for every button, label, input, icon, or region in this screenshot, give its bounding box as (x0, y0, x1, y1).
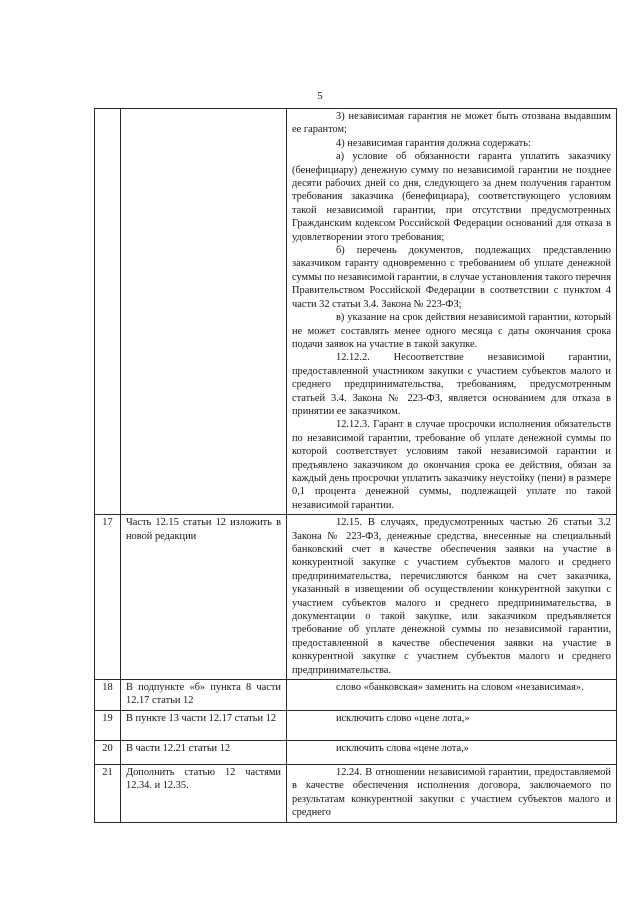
table-row (95, 764, 617, 822)
table-row (95, 109, 617, 515)
paragraph: исключить слова «цене лота,» (336, 742, 469, 754)
table-row (95, 515, 617, 680)
row-target: Часть 12.15 статьи 12 изложить в новой редакции (121, 515, 287, 680)
page-number: 5 (317, 90, 323, 102)
row-target: Дополнить статью 12 частями 12.34. и 12.35. (121, 764, 287, 822)
row-number: 18 (95, 680, 121, 711)
row-target: В подпункте «б» пункта 8 части 12.17 статьи 12 (121, 680, 287, 711)
row-amendment-text (287, 740, 617, 764)
row-amendment-text (287, 764, 617, 822)
row-amendment-text (287, 109, 617, 515)
paragraph: 12.15. В случаях, предусмотренных частью 26 статьи 3.2 Закона № 223-ФЗ, денежные средства, внесенные на специальный банковский счет в качестве обеспечения заявки на участие в конкурентной закупке с участием субъектов малого и среднего предпринимательства, перечисляются банком на счет заказчика, указанный в извещении об осуществлении конкурентной закупки с участием субъектов малого и среднего предпринимательства, в документации о такой закупке, или заказчиком предъявляется требование об уплате денежной суммы по независимой гарантии, предоставленной в качестве обеспечения заявки на участие в конкурентной закупке с участием субъектов малого и среднего предпринимательства. (292, 517, 611, 676)
paragraph: 12.12.2. Несоответствие независимой гарантии, предоставленной участником закупки с участием субъектов малого и среднего предпринимательства, требованиям, предусмотренным статьей 3.4. Закона № 223-ФЗ, является основанием для отказа в принятии ее заказчиком. (292, 352, 611, 417)
table-row (95, 740, 617, 764)
paragraph: б) перечень документов, подлежащих представлению заказчиком гаранту одновременно с требованием об уплате денежной суммы по независимой гарантии, в случае установления такого перечня Правительством Российской Федерации в соответствии с пунктом 4 части 32 статьи 3.4. Закона № 223-ФЗ; (292, 245, 611, 310)
row-target (121, 109, 287, 515)
paragraph: а) условие об обязанности гаранта уплатить заказчику (бенефициару) денежную сумму по независимой гарантии не позднее десяти рабочих дней со дня, следующего за днем получения гарантом требования заказчика (бенефициара), соответствующего условиям такой независимой гарантии, при отсутствии предусмотренных Гражданским кодексом Российской Федерации оснований для отказа в удовлетворении этого требования; (292, 151, 611, 243)
paragraph: 12.24. В отношении независимой гарантии, предоставляемой в качестве обеспечения исполнения договора, заключаемого по результатам конкурентной закупки с участием субъектов малого и среднего (292, 766, 611, 819)
table-row (95, 710, 617, 740)
row-amendment-text (287, 515, 617, 680)
row-amendment-text (287, 710, 617, 740)
table-row (95, 680, 617, 711)
amendments-table (94, 108, 617, 823)
paragraph: 12.12.3. Гарант в случае просрочки исполнения обязательств по независимой гарантии, требование об уплате денежной суммы по которой соответствует условиям такой независимой гарантии и предъявлено заказчиком до окончания срока ее действия, обязан за каждый день просрочки уплатить заказчику неустойку (пени) в размере 0,1 процента денежной суммы, подлежащей уплате по такой независимой гарантии. (292, 419, 611, 511)
row-number: 21 (95, 764, 121, 822)
row-target: В части 12.21 статьи 12 (121, 740, 287, 764)
row-amendment-text (287, 680, 617, 711)
paragraph: слово «банковская» заменить на словом «независимая». (336, 682, 584, 694)
row-number (95, 109, 121, 515)
paragraph: исключить слово «цене лота,» (336, 712, 470, 724)
row-number: 19 (95, 710, 121, 740)
row-number: 17 (95, 515, 121, 680)
paragraph: 4) независимая гарантия должна содержать: (336, 137, 531, 149)
paragraph: 3) независимая гарантия не может быть отозвана выдавшим ее гарантом; (292, 111, 611, 136)
row-target: В пункте 13 части 12.17 статьи 12 (121, 710, 287, 740)
paragraph: в) указание на срок действия независимой гарантии, который не может составлять менее одного месяца с даты окончания срока подачи заявок на участие в такой закупке. (292, 312, 611, 350)
row-number: 20 (95, 740, 121, 764)
